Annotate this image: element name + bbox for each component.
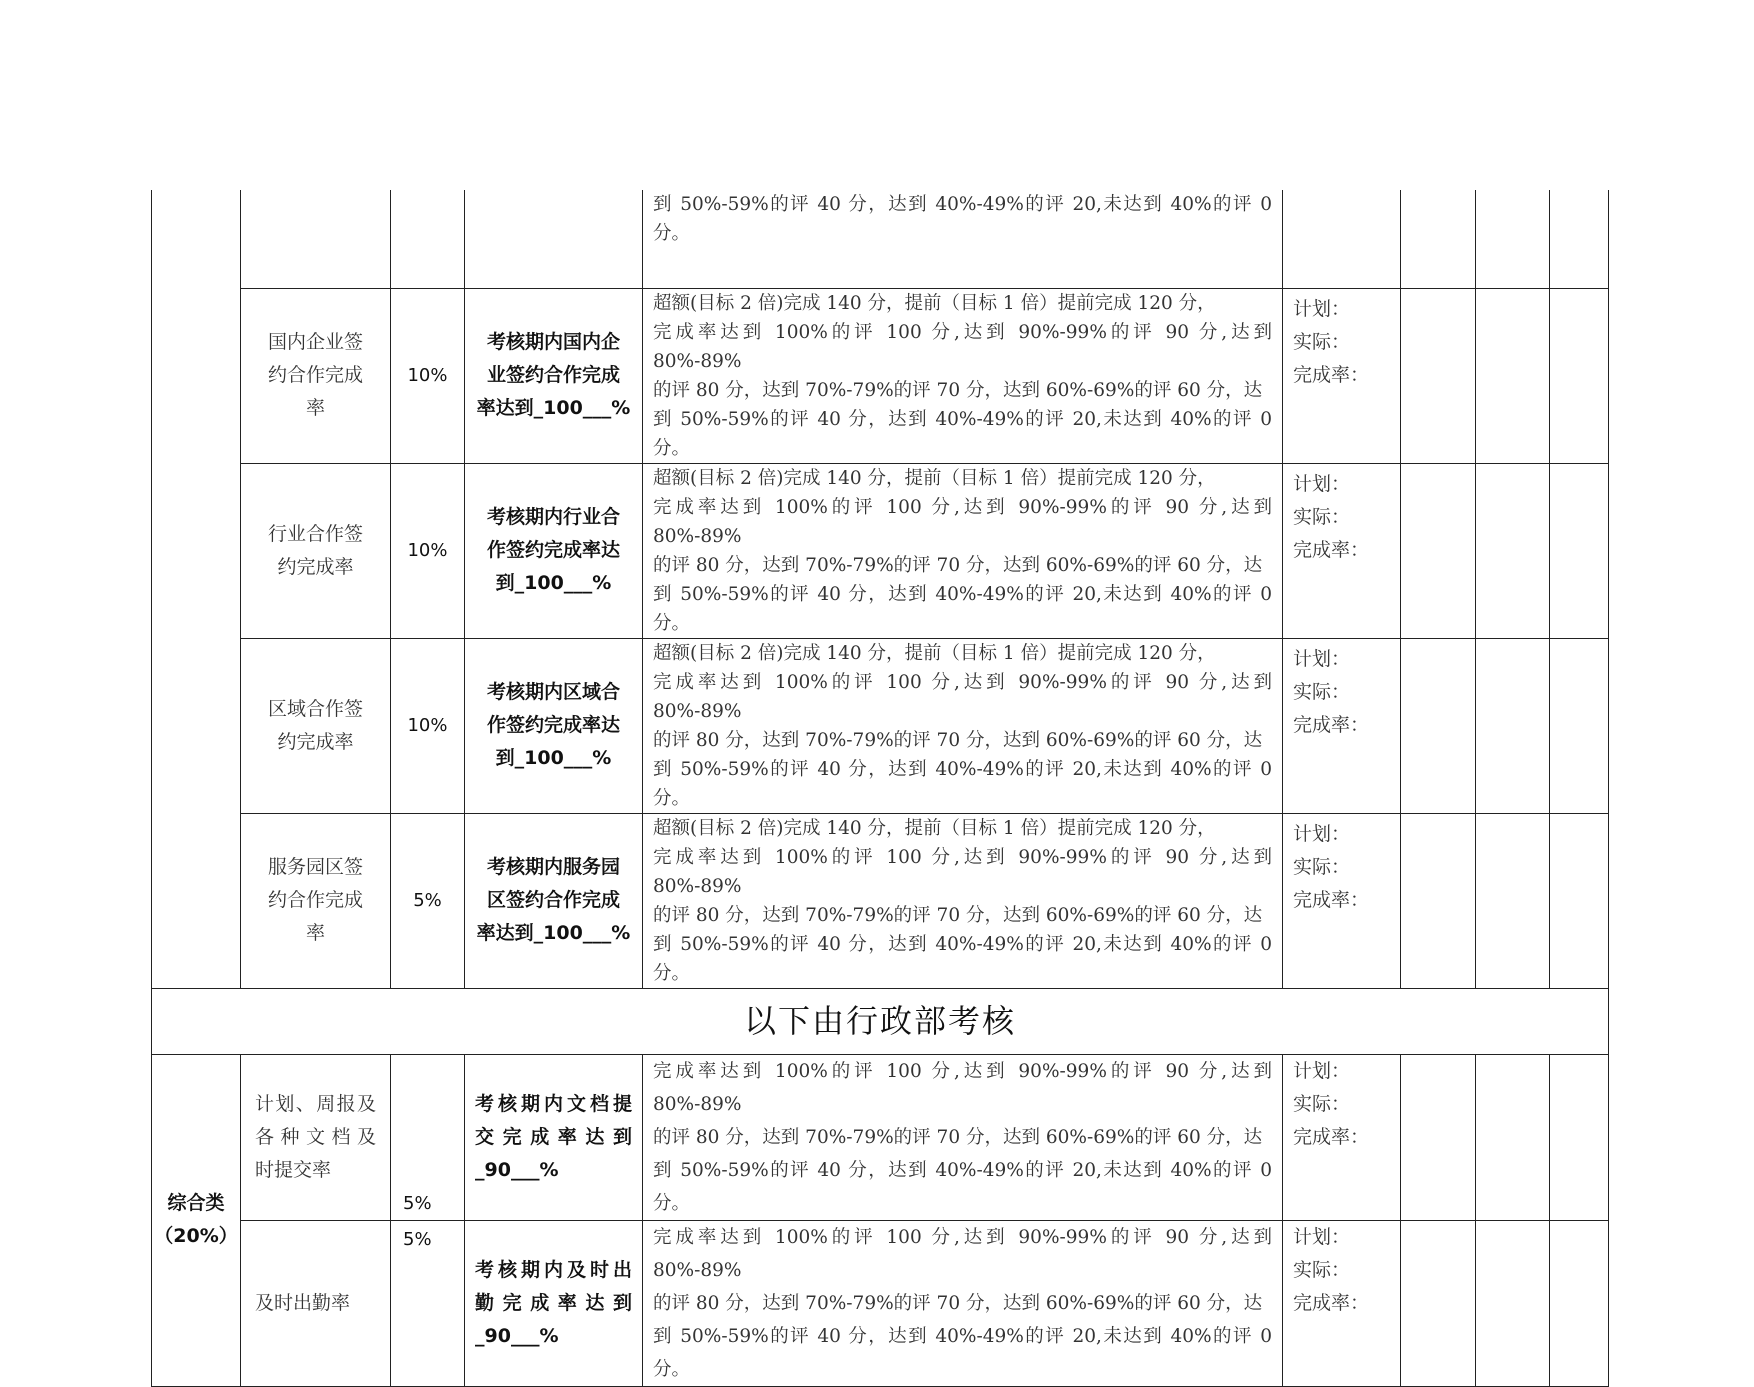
plan-label: 计划： xyxy=(1293,472,1351,495)
kpi-table xyxy=(151,190,1609,1387)
criteria-line: 完成率达到 100%的评 100 分,达到 90%-99%的评 90 分,达到 80%-89% xyxy=(653,671,1272,722)
completion-label: 完成率： xyxy=(1293,1125,1370,1148)
kpi-target-line: 考核期内及时出 xyxy=(475,1258,632,1281)
table-row xyxy=(152,463,1609,638)
kpi-target-line: 考核期内区域合 xyxy=(486,681,620,703)
kpi-target-line: 考核期内文档提 xyxy=(475,1092,632,1115)
actual-label: 实际： xyxy=(1293,505,1351,528)
kpi-target-line: 考核期内服务园 xyxy=(486,856,620,878)
name-cell xyxy=(241,190,391,288)
score-cell xyxy=(1550,463,1609,638)
kpi-target-line: 率达到_100___% xyxy=(476,922,631,944)
criteria-line: 的评 80 分，达到 70%-79%的评 70 分，达到 60%-69%的评 60 分，达 xyxy=(653,1126,1263,1148)
criteria-line: 超额(目标 2 倍)完成 140 分，提前（目标 1 倍）提前完成 120 分， xyxy=(653,467,1216,489)
actual-label: 实际： xyxy=(1293,1258,1351,1281)
score-cell xyxy=(1550,288,1609,463)
completion-label: 完成率： xyxy=(1293,888,1370,911)
score-cell xyxy=(1476,1054,1550,1220)
criteria-line: 的评 80 分，达到 70%-79%的评 70 分，达到 60%-69%的评 60 分，达 xyxy=(653,554,1263,576)
kpi-name-line: 约合作完成 xyxy=(267,364,363,386)
score-cell xyxy=(1550,190,1609,288)
target-cell xyxy=(465,190,643,288)
criteria-line: 到 50%-59%的评 40 分，达到 40%-49%的评 20,未达到 40%的评 0 分。 xyxy=(653,194,1272,244)
actual-label: 实际： xyxy=(1293,855,1351,878)
criteria-line: 到 50%-59%的评 40 分，达到 40%-49%的评 20,未达到 40%的评 0 分。 xyxy=(653,1159,1272,1214)
criteria-cell xyxy=(643,190,1283,288)
kpi-target-cell xyxy=(465,1054,643,1220)
table-row xyxy=(152,638,1609,813)
criteria-line: 超额(目标 2 倍)完成 140 分，提前（目标 1 倍）提前完成 120 分， xyxy=(653,642,1216,664)
kpi-name-line: 时提交率 xyxy=(255,1158,332,1181)
kpi-criteria-cell xyxy=(643,638,1283,813)
table-row xyxy=(152,288,1609,463)
kpi-name-cell xyxy=(241,813,391,988)
table-row xyxy=(152,1220,1609,1386)
actual-label: 实际： xyxy=(1293,680,1351,703)
result-cell xyxy=(1283,190,1401,288)
score-cell xyxy=(1401,190,1476,288)
kpi-result-cell xyxy=(1283,813,1401,988)
kpi-criteria-cell xyxy=(643,1220,1283,1386)
score-cell xyxy=(1401,1220,1476,1386)
score-cell xyxy=(1401,463,1476,638)
weight-cell xyxy=(391,190,465,288)
kpi-target-line: 考核期内国内企 xyxy=(486,331,620,353)
kpi-target-line: _90___% xyxy=(475,1324,559,1347)
kpi-name-cell xyxy=(241,463,391,638)
kpi-target-cell xyxy=(465,638,643,813)
kpi-criteria-cell xyxy=(643,288,1283,463)
table-row xyxy=(152,1054,1609,1220)
kpi-target-line: 区签约合作完成 xyxy=(486,889,620,911)
kpi-result-cell xyxy=(1283,1220,1401,1386)
criteria-line: 完成率达到 100%的评 100 分,达到 90%-99%的评 90 分,达到 80%-89% xyxy=(653,1226,1272,1281)
completion-label: 完成率： xyxy=(1293,363,1370,386)
category-weight: （20%） xyxy=(154,1225,238,1247)
table-row xyxy=(152,988,1609,1054)
score-cell xyxy=(1476,638,1550,813)
score-cell xyxy=(1401,288,1476,463)
completion-label: 完成率： xyxy=(1293,1291,1370,1314)
kpi-target-cell xyxy=(465,813,643,988)
criteria-line: 完成率达到 100%的评 100 分,达到 90%-99%的评 90 分,达到 80%-89% xyxy=(653,846,1272,897)
kpi-result-cell xyxy=(1283,288,1401,463)
score-cell xyxy=(1550,1220,1609,1386)
kpi-name-cell xyxy=(241,1220,391,1386)
kpi-target-cell xyxy=(465,463,643,638)
kpi-target-line: 交完成率达到 xyxy=(475,1125,632,1148)
score-cell xyxy=(1550,638,1609,813)
kpi-target-line: 勤完成率达到 xyxy=(475,1291,632,1314)
kpi-target-line: 作签约完成率达 xyxy=(486,539,620,561)
completion-label: 完成率： xyxy=(1293,538,1370,561)
criteria-line: 完成率达到 100%的评 100 分,达到 90%-99%的评 90 分,达到 80%-89% xyxy=(653,321,1272,372)
kpi-name-cell xyxy=(241,638,391,813)
category-name: 综合类 xyxy=(167,1192,225,1214)
criteria-line: 的评 80 分，达到 70%-79%的评 70 分，达到 60%-69%的评 60 分，达 xyxy=(653,729,1263,751)
score-cell xyxy=(1476,190,1550,288)
plan-label: 计划： xyxy=(1293,647,1351,670)
kpi-criteria-cell xyxy=(643,813,1283,988)
score-cell xyxy=(1401,813,1476,988)
kpi-name-line: 行业合作签 xyxy=(267,522,363,545)
score-cell xyxy=(1476,813,1550,988)
kpi-name-line: 率 xyxy=(305,397,325,419)
table-row xyxy=(152,813,1609,988)
kpi-target-line: 到_100___% xyxy=(495,572,612,594)
actual-label: 实际： xyxy=(1293,330,1351,353)
criteria-line: 完成率达到 100%的评 100 分,达到 90%-99%的评 90 分,达到 80%-89% xyxy=(653,1060,1272,1115)
kpi-name-line: 国内企业签 xyxy=(267,331,363,353)
kpi-target-cell xyxy=(465,1220,643,1386)
plan-label: 计划： xyxy=(1293,297,1351,320)
completion-label: 完成率： xyxy=(1293,713,1370,736)
criteria-line: 的评 80 分，达到 70%-79%的评 70 分，达到 60%-69%的评 60 分，达 xyxy=(653,904,1263,926)
criteria-line: 完成率达到 100%的评 100 分,达到 90%-99%的评 90 分,达到 80%-89% xyxy=(653,496,1272,547)
plan-label: 计划： xyxy=(1293,822,1351,845)
category-cell xyxy=(152,1054,241,1386)
criteria-line: 到 50%-59%的评 40 分，达到 40%-49%的评 20,未达到 40%的评 0 分。 xyxy=(653,408,1272,459)
criteria-line: 超额(目标 2 倍)完成 140 分，提前（目标 1 倍）提前完成 120 分， xyxy=(653,817,1216,839)
kpi-name-line: 服务园区签 xyxy=(267,856,363,878)
kpi-criteria-cell xyxy=(643,463,1283,638)
criteria-line: 到 50%-59%的评 40 分，达到 40%-49%的评 20,未达到 40%的评 0 分。 xyxy=(653,1325,1272,1380)
kpi-target-cell xyxy=(465,288,643,463)
criteria-line: 的评 80 分，达到 70%-79%的评 70 分，达到 60%-69%的评 60 分，达 xyxy=(653,379,1263,401)
kpi-name-line: 区域合作签 xyxy=(267,697,363,720)
kpi-weight-cell: 5% xyxy=(391,1054,465,1220)
kpi-weight-cell: 5% xyxy=(391,813,465,988)
criteria-line: 到 50%-59%的评 40 分，达到 40%-49%的评 20,未达到 40%的评 0 分。 xyxy=(653,933,1272,984)
score-cell xyxy=(1401,1054,1476,1220)
kpi-name-cell xyxy=(241,288,391,463)
kpi-name-line: 计划、周报及 xyxy=(255,1092,376,1115)
kpi-name-line: 各种文档及 xyxy=(255,1125,376,1148)
criteria-line: 到 50%-59%的评 40 分，达到 40%-49%的评 20,未达到 40%的评 0 分。 xyxy=(653,758,1272,809)
kpi-criteria-cell xyxy=(643,1054,1283,1220)
criteria-line: 到 50%-59%的评 40 分，达到 40%-49%的评 20,未达到 40%的评 0 分。 xyxy=(653,583,1272,634)
plan-label: 计划： xyxy=(1293,1059,1351,1082)
kpi-name-cell xyxy=(241,1054,391,1220)
kpi-name-line: 约完成率 xyxy=(277,555,354,578)
criteria-line: 的评 80 分，达到 70%-79%的评 70 分，达到 60%-69%的评 60 分，达 xyxy=(653,1292,1263,1314)
kpi-target-line: 到_100___% xyxy=(495,747,612,769)
kpi-weight-cell: 10% xyxy=(391,638,465,813)
category-cell-empty xyxy=(152,190,241,988)
score-cell xyxy=(1476,288,1550,463)
kpi-result-cell xyxy=(1283,1054,1401,1220)
score-cell xyxy=(1401,638,1476,813)
kpi-target-line: _90___% xyxy=(475,1158,559,1181)
kpi-target-line: 作签约完成率达 xyxy=(486,714,620,736)
kpi-name-line: 率 xyxy=(305,922,325,944)
kpi-weight-cell: 10% xyxy=(391,463,465,638)
kpi-target-line: 考核期内行业合 xyxy=(486,506,620,528)
kpi-weight-cell: 10% xyxy=(391,288,465,463)
criteria-line: 超额(目标 2 倍)完成 140 分，提前（目标 1 倍）提前完成 120 分， xyxy=(653,292,1216,314)
score-cell xyxy=(1476,1220,1550,1386)
kpi-weight-cell: 5% xyxy=(391,1220,465,1386)
kpi-name-line: 约合作完成 xyxy=(267,889,363,911)
kpi-target-line: 业签约合作完成 xyxy=(486,364,620,386)
score-cell xyxy=(1550,813,1609,988)
score-cell xyxy=(1550,1054,1609,1220)
section-banner: 以下由行政部考核 xyxy=(152,988,1609,1054)
score-cell xyxy=(1476,463,1550,638)
table-row xyxy=(152,190,1609,288)
actual-label: 实际： xyxy=(1293,1092,1351,1115)
kpi-target-line: 率达到_100___% xyxy=(476,397,631,419)
kpi-result-cell xyxy=(1283,463,1401,638)
kpi-name-line: 约完成率 xyxy=(277,730,354,753)
kpi-name-line: 及时出勤率 xyxy=(255,1291,351,1314)
kpi-result-cell xyxy=(1283,638,1401,813)
plan-label: 计划： xyxy=(1293,1225,1351,1248)
